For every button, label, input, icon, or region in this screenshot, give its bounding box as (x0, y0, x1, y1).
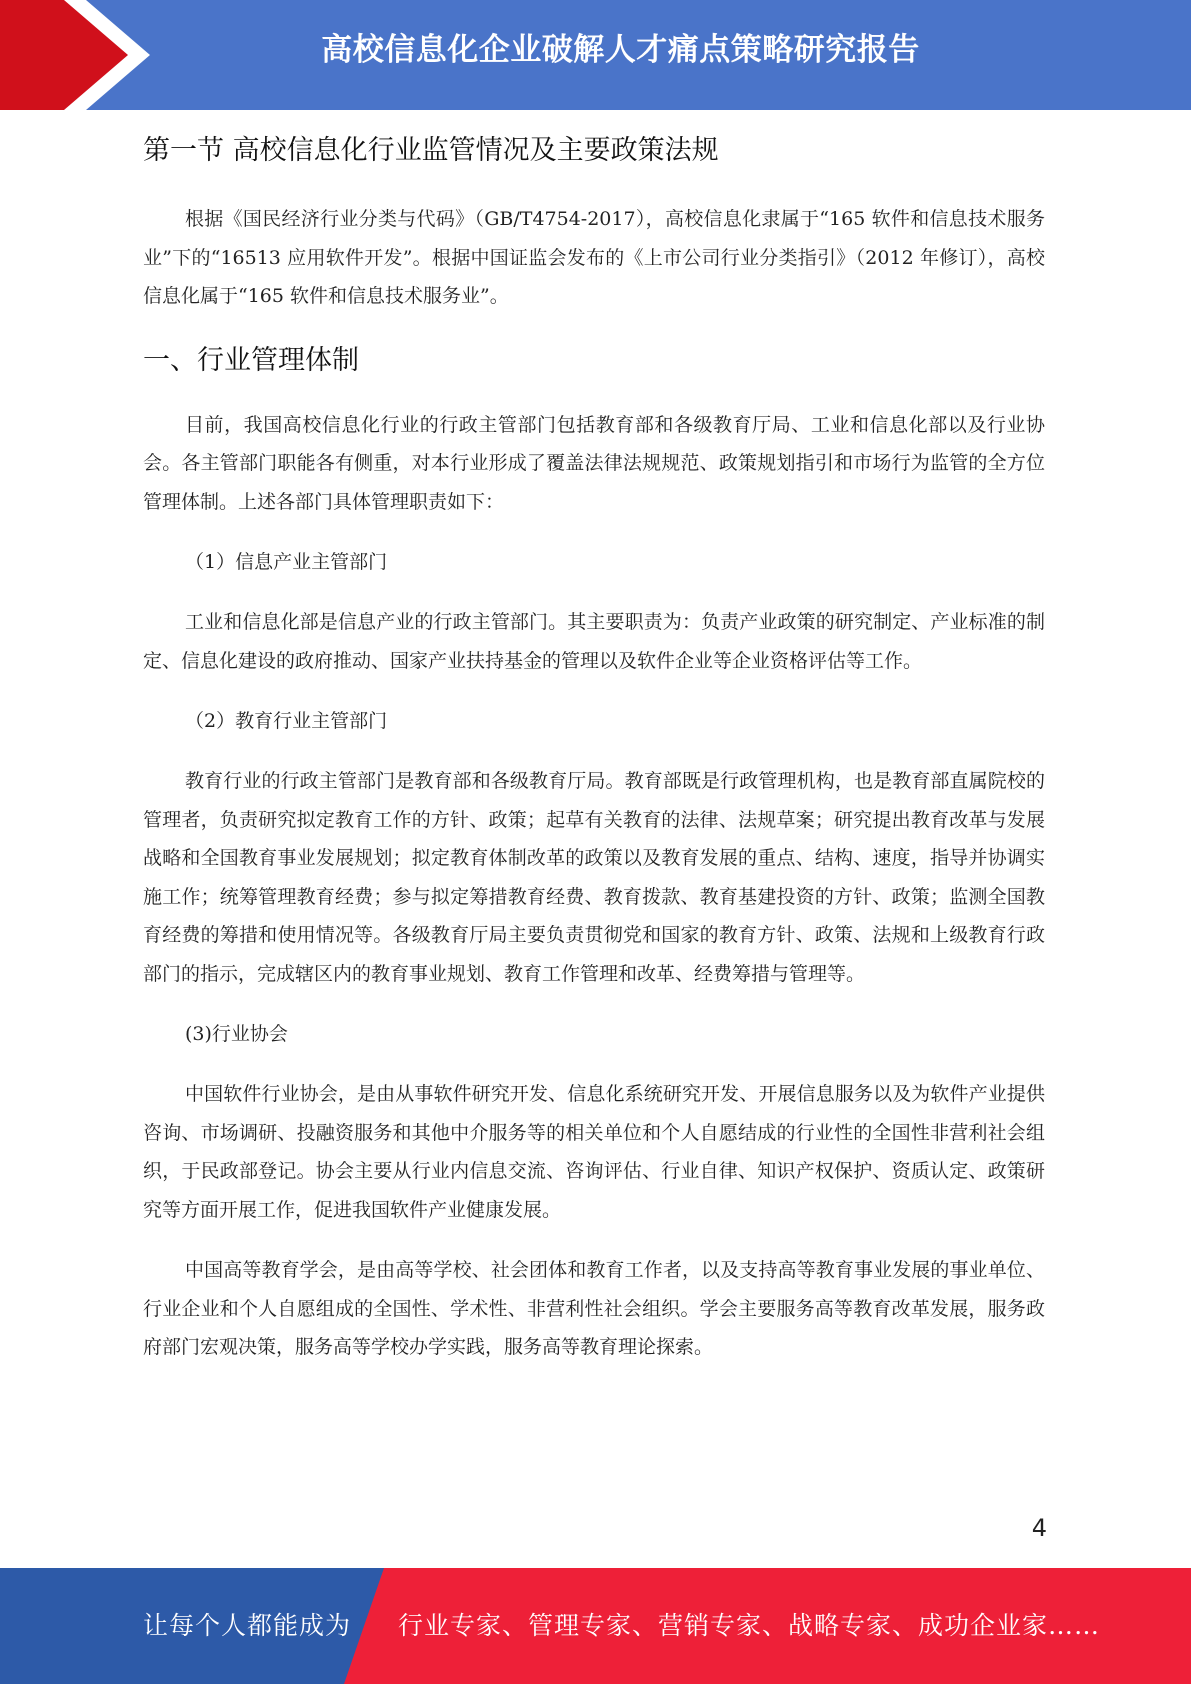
section-heading: 第一节 高校信息化行业监管情况及主要政策法规 (143, 135, 719, 166)
overview-paragraph: 目前，我国高校信息化行业的行政主管部门包括教育部和各级教育厅局、工业和信息化部以及行业协会。各主管部门职能各有侧重，对本行业形成了覆盖法律法规规范、政策规划指引和市场行为监管的全方位管理体制。上述各部门具体管理职责如下： (143, 413, 1045, 513)
item1-heading: （1）信息产业主管部门 (185, 551, 388, 573)
item3-paragraph-software-association: 中国软件行业协会，是由从事软件研究开发、信息化系统研究开发、开展信息服务以及为软件产业提供咨询、市场调研、投融资服务和其他中介服务等的相关单位和个人自愿结成的行业性的全国性非营利社会组织，于民政部登记。协会主要从行业内信息交流、咨询评估、行业自律、知识产权保护、资质认定、政策研究等方面开展工作，促进我国软件产业健康发展。 (143, 1083, 1045, 1221)
footer-banner (0, 1568, 1191, 1684)
item2-paragraph: 教育行业的行政主管部门是教育部和各级教育厅局。教育部既是行政管理机构，也是教育部直属院校的管理者，负责研究拟定教育工作的方针、政策；起草有关教育的法律、法规草案；研究提出教育改革与发展战略和全国教育事业发展规划；拟定教育体制改革的政策以及教育发展的重点、结构、速度，指导并协调实施工作；统筹管理教育经费；参与拟定筹措教育经费、教育拨款、教育基建投资的方针、政策；监测全国教育经费的筹措和使用情况等。各级教育厅局主要负责贯彻党和国家的教育方针、政策、法规和上级教育行政部门的指示，完成辖区内的教育事业规划、教育工作管理和改革、经费筹措与管理等。 (143, 770, 1045, 985)
header-arrow-graphic (0, 0, 160, 110)
report-title: 高校信息化企业破解人才痛点策略研究报告 (321, 32, 920, 68)
footer-slogan-right: 行业专家、管理专家、营销专家、战略专家、成功企业家…… (398, 1611, 1101, 1640)
item3-paragraph-higher-education-society: 中国高等教育学会，是由高等学校、社会团体和教育工作者，以及支持高等教育事业发展的事业单位、行业企业和个人自愿组成的全国性、学术性、非营利性社会组织。学会主要服务高等教育改革发展，服务政府部门宏观决策，服务高等学校办学实践，服务高等教育理论探索。 (143, 1259, 1045, 1358)
header-banner (0, 0, 1191, 110)
intro-paragraph: 根据《国民经济行业分类与代码》（GB/T4754-2017），高校信息化隶属于“165 软件和信息技术服务业”下的“16513 应用软件开发”。根据中国证监会发布的《上市公司行业分类指引》（2012 年修订），高校信息化属于“165 软件和信息技术服务业”。 (143, 208, 1045, 307)
footer-slogan-left: 让每个人都能成为 (143, 1611, 352, 1640)
item2-heading: （2）教育行业主管部门 (185, 710, 388, 732)
item1-paragraph: 工业和信息化部是信息产业的行政主管部门。其主要职责为：负责产业政策的研究制定、产业标准的制定、信息化建设的政府推动、国家产业扶持基金的管理以及软件企业等企业资格评估等工作。 (143, 611, 1045, 672)
item3-heading: (3)行业协会 (185, 1023, 288, 1045)
document-body (143, 128, 1045, 1389)
page-number: 4 (1031, 1514, 1047, 1542)
subsection-heading: 一、行业管理体制 (143, 344, 359, 376)
